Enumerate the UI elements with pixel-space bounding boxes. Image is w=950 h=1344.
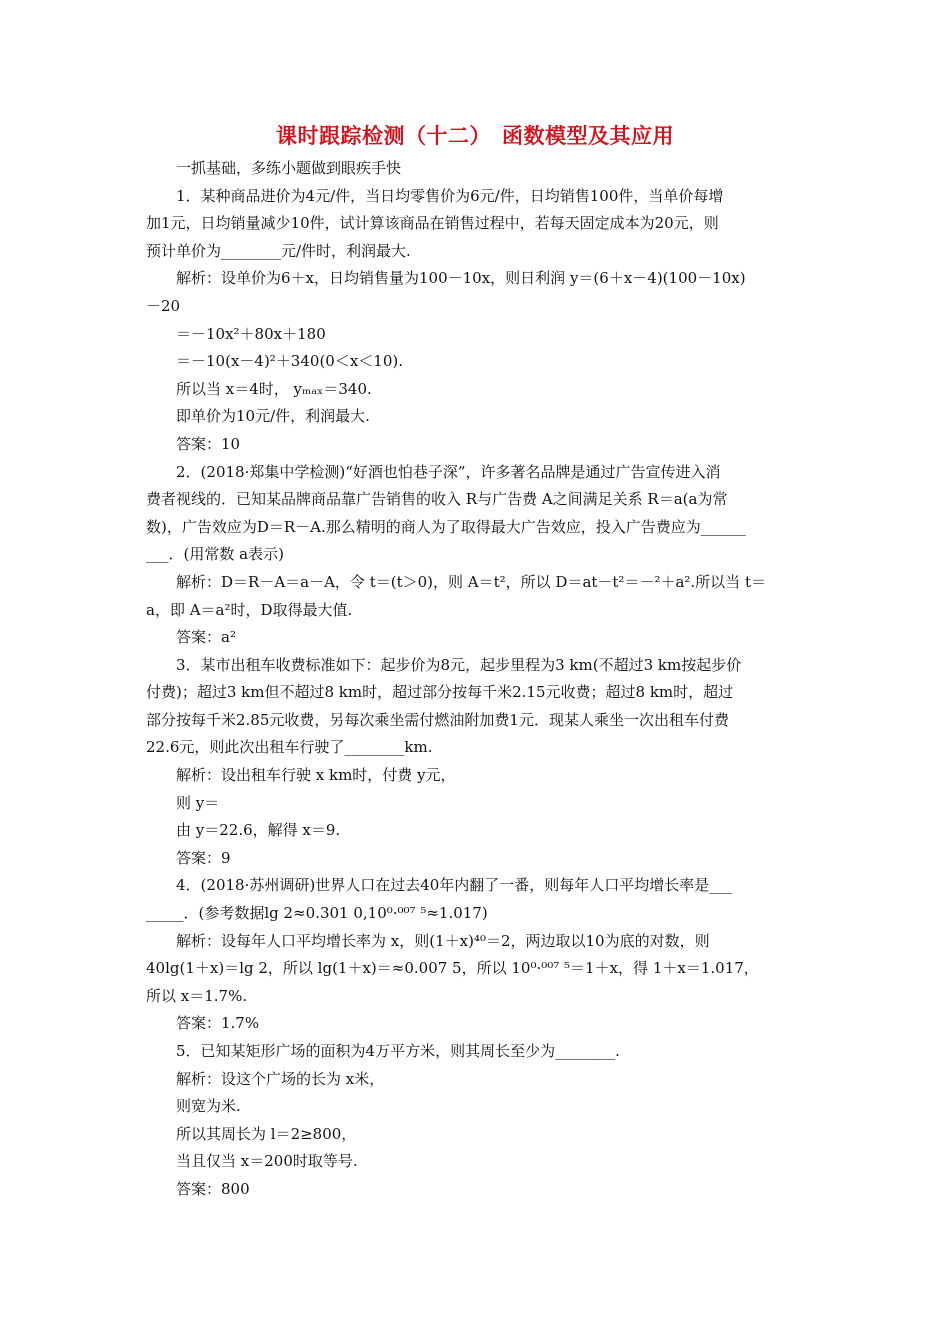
text-line: ＝－10x²＋80x＋180 (176, 324, 326, 343)
text-line: 解析：D＝R－A＝a－A，令 t＝(t＞0)，则 A＝t²，所以 D＝at－t²＝－²＋a².所以当 t＝ (176, 572, 766, 591)
text-line: 4．(2018·苏州调研)世界人口在过去40年内翻了一番，则每年人口平均增长率是___ (176, 876, 732, 895)
text-line: 所以当 x＝4时， yₘₐₓ＝340. (176, 379, 372, 398)
text-line: 3．某市出租车收费标准如下：起步价为8元，起步里程为3 km(不超过3 km按起步价 (176, 655, 742, 674)
text-line: a，即 A＝a²时，D取得最大值. (146, 600, 353, 619)
text-line: 由 y＝22.6，解得 x＝9. (176, 821, 341, 840)
text-line: _____．(参考数据lg 2≈0.301 0,10⁰·⁰⁰⁷ ⁵≈1.017) (146, 904, 488, 923)
text-line: 一抓基础，多练小题做到眼疾手快 (176, 159, 402, 177)
text-line: 数)，广告效应为D＝R－A.那么精明的商人为了取得最大广告效应，投入广告费应为______ (146, 517, 746, 536)
text-line: 所以 x＝1.7%. (146, 986, 248, 1005)
text-line: 答案：10 (176, 434, 241, 453)
text-line: 答案：a² (176, 628, 236, 647)
text-line: 解析：设出租车行驶 x km时，付费 y元， (176, 766, 456, 785)
text-line: 解析：设每年人口平均增长率为 x，则(1＋x)⁴⁰＝2，两边取以10为底的对数，则 (176, 931, 710, 950)
text-line: 当且仅当 x＝200时取等号. (176, 1152, 358, 1171)
text-line: 答案：1.7% (176, 1014, 260, 1033)
text-line: －20 (146, 296, 181, 315)
text-line: 付费)；超过3 km但不超过8 km时，超过部分按每千米2.15元收费；超过8 km时，超过 (146, 683, 734, 702)
text-line: 解析：设单价为6＋x，日均销售量为100－10x，则日利润 y＝(6＋x－4)(100－10x) (176, 269, 746, 288)
text-line: 5．已知某矩形广场的面积为4万平方米，则其周长至少为________. (176, 1042, 620, 1060)
text-line: 费者视线的．已知某品牌商品靠广告销售的收入 R与广告费 A之间满足关系 R＝a(a为常 (146, 490, 728, 509)
text-line: 则宽为米. (176, 1097, 241, 1116)
text-line: 答案：9 (176, 848, 231, 867)
text-line: 所以其周长为 l＝2≥800， (176, 1124, 357, 1143)
text-line: 部分按每千米2.85元收费，另每次乘坐需付燃油附加费1元．现某人乘坐一次出租车付费 (146, 710, 729, 729)
page-title: 课时跟踪检测（十二） 函数模型及其应用 (276, 123, 674, 148)
document-body (146, 155, 806, 1204)
text-line: ＝－10(x－4)²＋340(0＜x＜10). (176, 352, 404, 371)
text-line: 2．(2018·郑集中学检测)“好酒也怕巷子深”，许多著名品牌是通过广告宣传进入消 (176, 462, 721, 481)
text-line: 40lg(1＋x)＝lg 2，所以 lg(1＋x)＝≈0.007 5，所以 10⁰·⁰⁰⁷ ⁵＝1＋x，得 1＋x＝1.017， (146, 959, 759, 978)
text-line: 答案：800 (176, 1179, 250, 1198)
text-line: 22.6元，则此次出租车行驶了________km. (146, 738, 433, 757)
text-line: 1．某种商品进价为4元/件，当日均零售价为6元/件，日均销售100件，当单价每增 (176, 186, 724, 205)
text-line: 加1元，日均销量减少10件，试计算该商品在销售过程中，若每天固定成本为20元，则 (146, 214, 719, 233)
text-line: ___．(用常数 a表示) (146, 545, 284, 564)
text-line: 预计单价为________元/件时，利润最大. (146, 241, 411, 260)
text-line: 解析：设这个广场的长为 x米， (176, 1069, 385, 1088)
text-line: 则 y＝ (176, 793, 220, 812)
text-line: 即单价为10元/件，利润最大. (176, 407, 370, 426)
